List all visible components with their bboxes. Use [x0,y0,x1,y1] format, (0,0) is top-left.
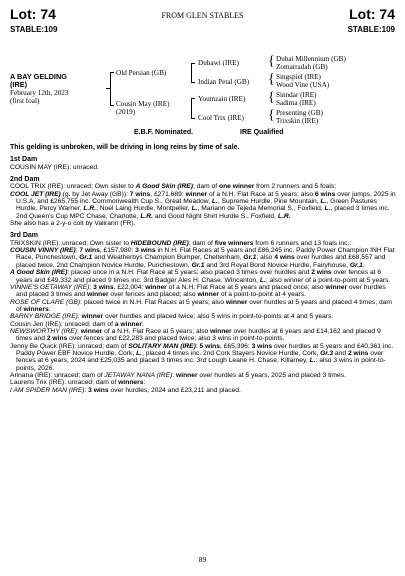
pedigree-ssd: Zomarradah (GB) [276,63,328,71]
dam3-produce-rose-of-clare: ROSE OF CLARE (GB): placed twice in N.H. Flat Races at 5 years; also winner over hurdles at 5 years and placed 4 times; dam of winners: [10,298,392,313]
pedigree-bracket-sire [191,63,192,82]
ebf-nominated: E.B.F. Nominated. [134,129,194,136]
dam3-heading: 3rd Dam [10,232,39,240]
lot-number-right: Lot: 74 [349,6,395,22]
horse-description [10,73,80,105]
dam3-entry: TRIXSKIN (IRE): unraced; Own sister to HIDEBOUND (IRE); dam of five winners from 6 runners and 13 foals inc.: [10,239,352,247]
pedigree-dam-sire: Youmzain (IRE) [198,95,246,103]
dam2-produce-cool-jet: COOL JET (IRE) (g. by Jet Away (GB)): 7 wins, £271,689: winner of a N.H. Flat Race at 5 years; also 6 wins over jumps, 2025 in U.S.A. and £265,755 inc. Commonwealth Cup S., Great Meadow, L., Supreme Hurdle, Pine Mountain, L., Green Pastures Hurdle, Percy Warner, L.R., Noel Laing Hurdle, Montpelier, L., Mariann de Tejeda Memorial S., Foxfield, L., placed 3 times inc. 2nd Queen's Cup MPC Chase, Charlotte, L.R. and Good Night Shirt Hurdle S., Foxfield, L.R. [10,190,396,220]
page-number: 89 [198,555,207,564]
pedigree-sss: Dubai Millennium (GB) [276,55,346,63]
pedigree-bracket-sire-bottom [191,82,195,83]
horse-foal: (first foal) [10,97,40,105]
dam3-produce-jenny-be-quick: Jenny Be Quick (IRE): unraced; dam of SOLITARY MAN (IRE): 5 wins, £65,396: 3 wins over hurdles at 5 years and £40,361 inc. Paddy Power EBF Novice Hurdle, Cork, L., placed 4 times inc. 2nd Cork Stayers Novice Hurdle, Cork, Gr.3 and 2 wins over fences at 6 years, 2024 and £25,035 and placed 3 times inc. 3rd Lough Leane H. Chase, Killarney, L.; also 3 wins in point-to-points, 2026. [10,342,394,372]
stable-right: STABLE:109 [347,25,395,34]
pedigree-bracket-dam [191,98,192,118]
pedigree-bracket-dam-bottom [191,118,195,119]
pedigree-notes [10,144,396,394]
dam3-grandproduce-barny-bridge: BARNY BRIDGE (IRE): winner over hurdles and placed twice; also 5 wins in point-to-points at 4 and 5 years. [10,313,334,321]
pedigree-dam-dam: Cool Trix (IRE) [198,114,244,122]
dam3-produce-vinnies-getaway: VINNIE'S GETAWAY (IRE): 3 wins, £22,004: winner of a N.H. Flat Race at 5 years and placed once; also winner over hurdles and placed 3 times and winner over fences and placed; also winner of a point-to-point at 4 years. [10,283,386,299]
pedigree-dam: Cousin May (IRE) [116,100,170,108]
pedigree-bracket-1-top [110,72,114,73]
pedigree-sire-dam: Indian Petal (GB) [198,78,250,86]
dam1-heading: 1st Dam [10,156,38,164]
brace-dd: { [268,108,275,123]
horse-country: (IRE) [10,80,28,89]
pedigree-sdd: Wood Vine (USA) [276,81,330,89]
dam3-produce-cousin-jen: Cousin Jen (IRE): unraced; dam of a winner: [10,320,144,328]
horse-dob: February 12th, 2023 [10,89,69,97]
dam3-produce-arinana: Arinana (IRE): unraced; dam of JETAWAY NANA (IRE): winner over hurdles at 5 years, 2025 and placed 3 times. [10,371,346,379]
dam2-entry: COOL TRIX (IRE): unraced; Own sister to A Good Skin (IRE); dam of one winner from 2 runners and 5 foals; [10,183,337,191]
dam3-produce-a-good-skin: A Good Skin (IRE): placed once in a N.H. Flat Race at 5 years; also placed 3 times over hurdles and 2 wins over fences at 6 years and £49,332 and placed 9 times inc. 3rd Badger Ales H. Chase, Wincanton, L.; also winner of a point-to-point at 5 years. [10,269,391,284]
dam2-heading: 2nd Dam [10,176,40,184]
pedigree-bracket-1-point [106,88,110,89]
pedigree-dsd: Sadima (IRE) [276,99,316,107]
dam3-produce-cousin-vinny: COUSIN VINNY (IRE): 7 wins, £157,980: 3 wins in N.H. Flat Races at 5 years and £86,245 inc. Paddy Power Champion INH Flat Race, Punchestown, Gr.1 and Weatherbys Champion Bumper, Cheltenham, Gr.1; also 4 wins over hurdles and £68,557 and placed twice, 2nd Champion Novice Hurdle, Punchestown, Gr.1 and 3rd Royal Bond Novice Hurdle, Fairyhouse, Gr.1. [10,247,395,269]
dam3-grandproduce-newsworthy: NEWSWORTHY (IRE): winner of a N.H. Flat Race at 5 years; also winner over hurdles at 6 years and £14,162 and placed 9 times and 2 wins over fences and £22,283 and placed twice; also 3 wins in point-to-points. [10,327,381,343]
pedigree-bracket-dam-top [191,98,195,99]
dam1-text: COUSIN MAY (IRE): unraced. [10,163,99,171]
pedigree-dss: Sinndar (IRE) [276,91,317,99]
lot-number-left: Lot: 74 [10,6,56,22]
pedigree-bracket-1-bottom [110,105,114,106]
stable-left: STABLE:109 [10,25,58,34]
brace-ss: { [268,54,275,69]
sale-note: This gelding is unbroken, will be driving in long reins by time of sale. [10,144,240,151]
pedigree-ddd: Trixskin (IRE) [276,117,319,125]
brace-ds: { [268,90,275,105]
dam3-produce-laurens-trix: Laurens Trix (IRE): unraced; dam of winners: [10,379,146,387]
ire-qualified: IRE Qualified [240,129,284,136]
pedigree-bracket-1 [110,72,111,106]
pedigree-sire-sire: Dubawi (IRE) [198,59,239,67]
horse-title: A BAY GELDING [10,72,67,81]
pedigree-dam-year: (2019) [116,108,136,116]
pedigree-sds: Singspiel (IRE) [276,73,321,81]
pedigree-bracket-sire-top [191,63,195,64]
pedigree-dds: Presenting (GB) [276,109,323,117]
dam2-colt-note: She also has a 2-y-o colt by Valirann (FR). [10,220,136,228]
dam3-grandproduce-i-am-spider-man: I AM SPIDER MAN (IRE): 3 wins over hurdles, 2024 and £23,211 and placed. [10,386,241,394]
pedigree-sire: Old Persian (GB) [116,69,167,77]
brace-sd: { [268,72,275,87]
consignor: FROM GLEN STABLES [161,11,244,20]
